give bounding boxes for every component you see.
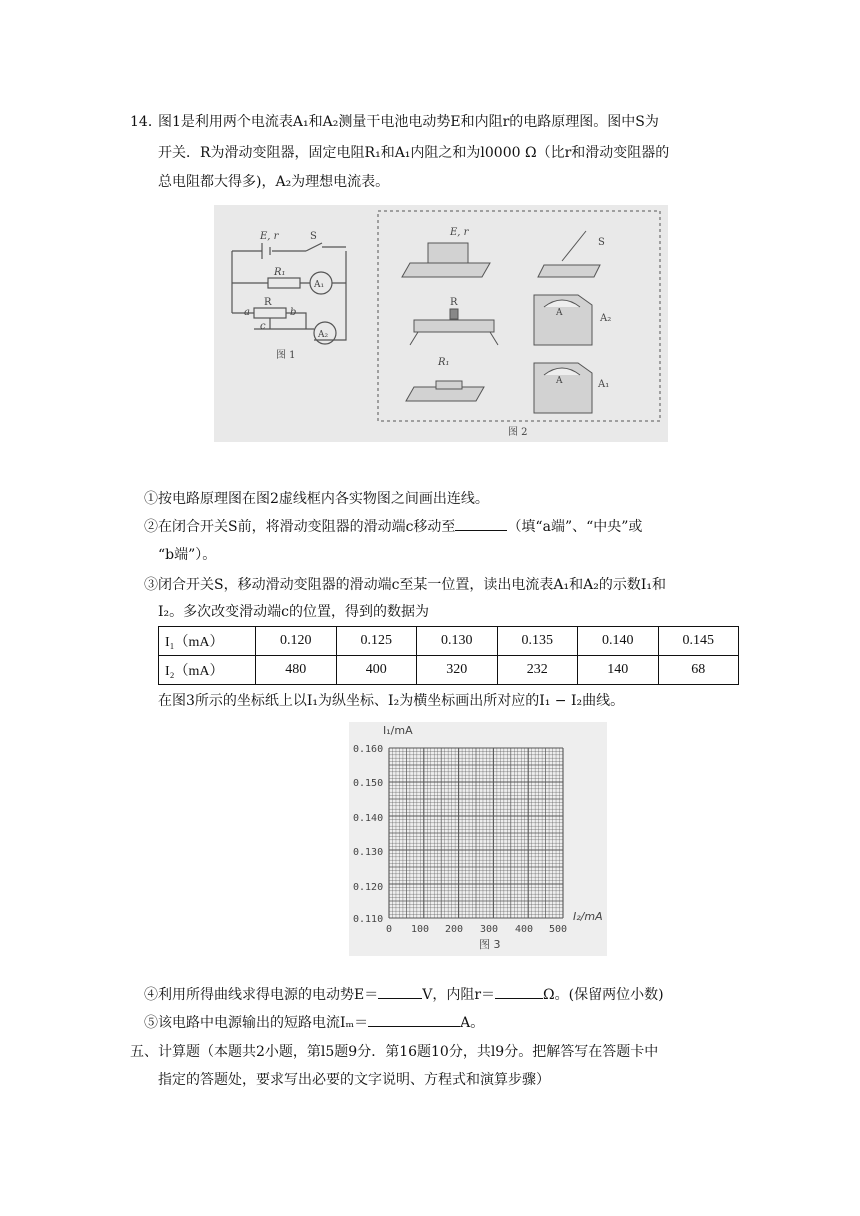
graph-ylabel: I₁/mA: [383, 724, 413, 737]
fig1-label-c: c: [260, 321, 266, 332]
y-tick: 0.150: [353, 778, 384, 789]
fig1-label-r: R: [264, 297, 272, 308]
table-cell: 0.135: [497, 627, 578, 656]
step-3-line-3: 在图3所示的坐标纸上以I₁为纵坐标、I₂为横坐标画出所对应的I₁ − I₂曲线。: [158, 693, 625, 709]
fig1-label-a2: A₂: [318, 330, 329, 340]
step-2-text-b: （填“a端”、“中央”或: [507, 519, 643, 535]
step-4-text-c: Ω。(保留两位小数): [543, 987, 664, 1003]
fig2-meter-a2: A: [556, 308, 563, 318]
fig2-caption: 图 2: [508, 427, 528, 438]
x-tick: 100: [411, 924, 430, 935]
fig1-label-b: b: [290, 307, 297, 318]
table-cell: 0.130: [417, 627, 498, 656]
step-5: [144, 1012, 484, 1034]
fig2-label-a1: A₁: [598, 379, 610, 390]
fig2-label-s: S: [598, 237, 605, 248]
table-cell: 0.140: [578, 627, 659, 656]
fig1-label-a: a: [244, 307, 250, 318]
table-cell: 140: [578, 656, 659, 685]
step-2-text-a: ②在闭合开关S前，将滑动变阻器的滑动端c移动至: [144, 519, 456, 535]
x-tick: 400: [515, 924, 534, 935]
fig1-label-s: S: [310, 231, 317, 242]
section-5-line-1: 五、计算题（本题共2小题，第l5题9分．第16题10分，共l9分。把解答写在答题卡中: [130, 1044, 659, 1060]
fig2-label-r1: R₁: [438, 357, 450, 368]
y-tick: 0.110: [353, 914, 384, 925]
figure-1-2: [214, 205, 668, 442]
table-cell: 400: [336, 656, 417, 685]
x-tick: 200: [445, 924, 464, 935]
short-circuit-blank[interactable]: [368, 1012, 460, 1027]
table-row-label: I₂（mA）: [159, 656, 256, 685]
fig1-label-a1: A₁: [314, 280, 325, 290]
graph-xlabel: I₂/mA: [573, 910, 603, 923]
y-tick: 0.160: [353, 744, 384, 755]
data-table: [158, 626, 739, 685]
x-tick: 500: [549, 924, 568, 935]
section-5-line-2: 指定的答题处，要求写出必要的文字说明、方程式和演算步骤）: [158, 1072, 550, 1088]
question-line-2: 开关．R为滑动变阻器，固定电阻R₁和A₁内阻之和为l0000 Ω（比r和滑动变阻器的: [158, 145, 670, 161]
table-cell: 68: [658, 656, 739, 685]
y-tick: 0.130: [353, 847, 384, 858]
fig1-caption: 图 1: [276, 350, 296, 361]
question-line-1: 图1是利用两个电流表A₁和A₂测量干电池电动势E和内阻r的电路原理图。图中S为: [158, 114, 659, 130]
table-row: [159, 656, 739, 685]
step-4-text-b: V，内阻r＝: [422, 987, 496, 1003]
step-4-text-a: ④利用所得曲线求得电源的电动势E＝: [144, 987, 379, 1003]
table-cell: 0.125: [336, 627, 417, 656]
graph-caption: 图 3: [479, 938, 501, 951]
step-2-blank[interactable]: [455, 516, 507, 531]
fig2-label-er: E, r: [450, 227, 469, 238]
table-cell: 0.120: [256, 627, 337, 656]
fig2-label-a2: A₂: [600, 313, 612, 324]
question-number: 14．: [130, 114, 162, 130]
table-cell: 232: [497, 656, 578, 685]
table-row: [159, 627, 739, 656]
step-3-line-2: I₂。多次改变滑动端c的位置，得到的数据为: [158, 604, 429, 620]
step-3-line-1: ③闭合开关S，移动滑动变阻器的滑动端c至某一位置，读出电流表A₁和A₂的示数I₁和: [144, 577, 667, 593]
x-tick: 0: [386, 924, 393, 935]
table-cell: 0.145: [658, 627, 739, 656]
y-tick: 0.120: [353, 882, 384, 893]
step-4: [144, 984, 664, 1006]
step-2-cont: “b端”）。: [158, 547, 217, 563]
x-tick: 300: [480, 924, 499, 935]
step-1: ①按电路原理图在图2虚线框内各实物图之间画出连线。: [144, 491, 489, 507]
resistance-blank[interactable]: [495, 984, 543, 999]
fig1-label-er: E, r: [260, 231, 279, 242]
table-cell: 480: [256, 656, 337, 685]
question-line-3: 总电阻都大得多)，A₂为理想电流表。: [158, 174, 390, 190]
fig2-label-r: R: [450, 297, 458, 308]
figure-3-graph: [349, 722, 607, 956]
step-5-text-a: ⑤该电路中电源输出的短路电流Iₘ＝: [144, 1015, 369, 1031]
fig2-meter-a1: A: [556, 376, 563, 386]
table-cell: 320: [417, 656, 498, 685]
step-2: [144, 516, 642, 538]
fig1-label-r1: R₁: [274, 267, 286, 278]
step-5-text-b: A。: [460, 1015, 485, 1031]
emf-blank[interactable]: [378, 984, 422, 999]
y-tick: 0.140: [353, 813, 384, 824]
table-row-label: I₁（mA）: [159, 627, 256, 656]
